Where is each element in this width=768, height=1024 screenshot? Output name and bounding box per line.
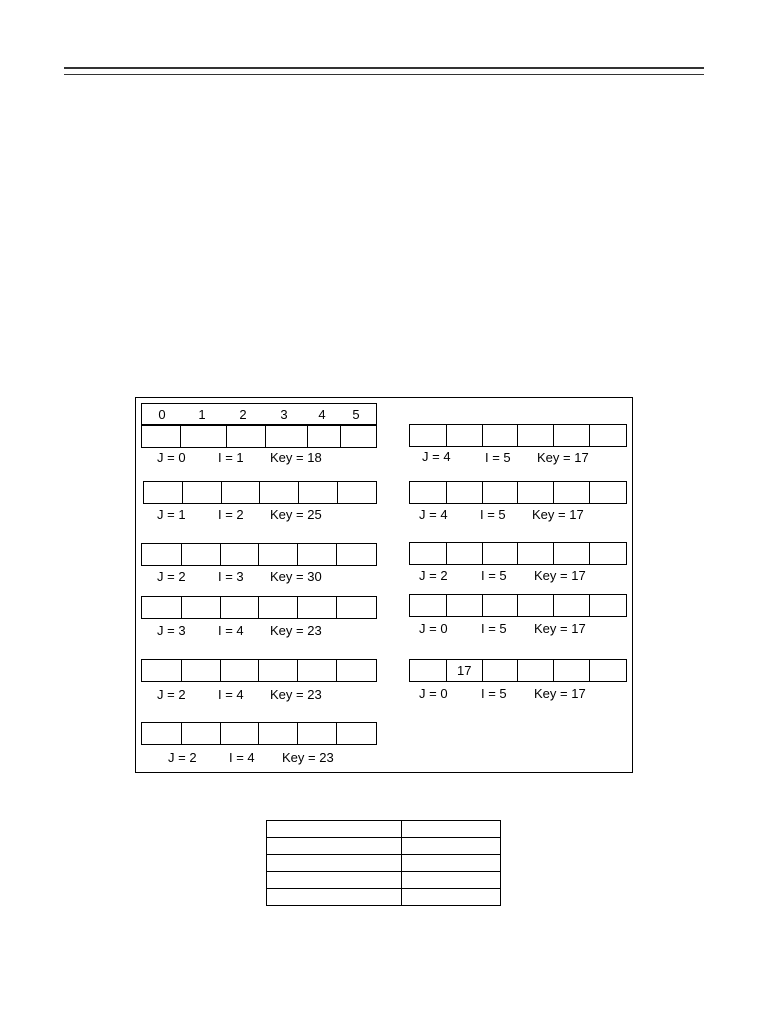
array-cell (483, 425, 519, 446)
key-caption: Key = 23 (282, 750, 334, 765)
index-label: 5 (352, 407, 360, 422)
array-cell (410, 482, 447, 503)
array-cell (483, 543, 519, 564)
array-cell (590, 595, 627, 616)
table-cell (402, 855, 501, 872)
array-cell (554, 482, 590, 503)
array-cell (182, 544, 221, 565)
array-cell (590, 425, 627, 446)
array-cell (181, 426, 227, 447)
table-cell (267, 889, 402, 906)
array-cell (410, 425, 447, 446)
key-caption: Key = 17 (534, 686, 586, 701)
array-cell (554, 660, 590, 681)
array-cell (590, 482, 627, 503)
array-row (141, 722, 377, 745)
array-cell (554, 543, 590, 564)
key-caption: Key = 23 (270, 623, 322, 638)
array-cell (410, 660, 447, 681)
index-label: 1 (198, 407, 206, 422)
array-cell (554, 425, 590, 446)
table-row (267, 838, 501, 855)
key-caption: Key = 17 (534, 621, 586, 636)
array-row (409, 542, 627, 565)
array-cell (483, 595, 519, 616)
key-caption: Key = 17 (532, 507, 584, 522)
array-cell (590, 660, 627, 681)
j-caption: J = 2 (157, 687, 186, 702)
array-cell (142, 723, 182, 744)
array-cell (298, 544, 337, 565)
array-row (141, 425, 377, 448)
i-caption: I = 2 (218, 507, 244, 522)
i-caption: I = 1 (218, 450, 244, 465)
table-row (267, 821, 501, 838)
i-caption: I = 5 (485, 450, 511, 465)
j-caption: J = 0 (157, 450, 186, 465)
header-rule (64, 67, 704, 75)
array-cell (337, 544, 377, 565)
j-caption: J = 2 (168, 750, 197, 765)
array-cell (337, 597, 377, 618)
j-caption: J = 0 (419, 621, 448, 636)
index-label: 2 (239, 407, 247, 422)
array-cell (266, 426, 308, 447)
i-caption: I = 4 (218, 687, 244, 702)
i-caption: I = 3 (218, 569, 244, 584)
table-cell (402, 838, 501, 855)
array-cell (221, 723, 260, 744)
index-label: 3 (280, 407, 288, 422)
array-cell (221, 660, 260, 681)
array-row (409, 594, 627, 617)
array-row (409, 481, 627, 504)
key-caption: Key = 25 (270, 507, 322, 522)
array-cell (337, 723, 377, 744)
array-cell (447, 543, 483, 564)
array-cell (142, 426, 181, 447)
table-cell (267, 838, 402, 855)
array-row (409, 659, 627, 682)
array-cell (447, 425, 483, 446)
key-caption: Key = 17 (534, 568, 586, 583)
array-cell (182, 723, 221, 744)
table-cell (402, 872, 501, 889)
array-cell (142, 660, 182, 681)
array-row (141, 543, 377, 566)
array-cell (183, 482, 222, 503)
array-cell (299, 482, 338, 503)
array-cell (298, 723, 337, 744)
table-row (267, 889, 501, 906)
j-caption: J = 2 (157, 569, 186, 584)
array-cell (410, 595, 447, 616)
array-cell (447, 595, 483, 616)
array-cell (518, 482, 554, 503)
array-cell (483, 482, 519, 503)
array-cell (554, 595, 590, 616)
i-caption: I = 4 (229, 750, 255, 765)
array-cell (341, 426, 377, 447)
array-cell (308, 426, 341, 447)
j-caption: J = 3 (157, 623, 186, 638)
array-cell (182, 597, 221, 618)
table-cell (267, 855, 402, 872)
blank-table (266, 820, 501, 906)
table-row (267, 872, 501, 889)
array-row (409, 424, 627, 447)
table-cell (402, 889, 501, 906)
j-caption: J = 4 (419, 507, 448, 522)
i-caption: I = 4 (218, 623, 244, 638)
array-cell (518, 425, 554, 446)
j-caption: J = 4 (422, 449, 451, 464)
key-caption: Key = 17 (537, 450, 589, 465)
table-cell (267, 821, 402, 838)
key-caption: Key = 30 (270, 569, 322, 584)
array-cell: 17 (447, 660, 483, 681)
array-cell (518, 543, 554, 564)
array-cell (518, 660, 554, 681)
index-label: 4 (318, 407, 326, 422)
table-cell (267, 872, 402, 889)
array-cell (518, 595, 554, 616)
j-caption: J = 1 (157, 507, 186, 522)
i-caption: I = 5 (480, 507, 506, 522)
array-cell (447, 482, 483, 503)
array-cell (182, 660, 221, 681)
i-caption: I = 5 (481, 621, 507, 636)
array-cell (259, 544, 298, 565)
i-caption: I = 5 (481, 686, 507, 701)
j-caption: J = 0 (419, 686, 448, 701)
array-cell (298, 660, 337, 681)
array-cell (590, 543, 627, 564)
table-cell (402, 821, 501, 838)
key-caption: Key = 18 (270, 450, 322, 465)
array-cell (259, 723, 298, 744)
array-cell (144, 482, 183, 503)
index-label: 0 (158, 407, 166, 422)
array-cell (410, 543, 447, 564)
array-cell (260, 482, 299, 503)
index-header-box (141, 403, 377, 425)
array-cell (483, 660, 519, 681)
key-caption: Key = 23 (270, 687, 322, 702)
array-cell (259, 660, 298, 681)
array-cell (259, 597, 298, 618)
array-cell (142, 597, 182, 618)
array-cell (227, 426, 267, 447)
array-cell (337, 660, 377, 681)
table-row (267, 855, 501, 872)
array-cell (338, 482, 377, 503)
i-caption: I = 5 (481, 568, 507, 583)
array-row (143, 481, 377, 504)
array-cell (298, 597, 337, 618)
array-cell (221, 597, 260, 618)
array-cell (221, 544, 260, 565)
array-cell (142, 544, 182, 565)
array-row (141, 596, 377, 619)
j-caption: J = 2 (419, 568, 448, 583)
array-row (141, 659, 377, 682)
array-cell (222, 482, 261, 503)
